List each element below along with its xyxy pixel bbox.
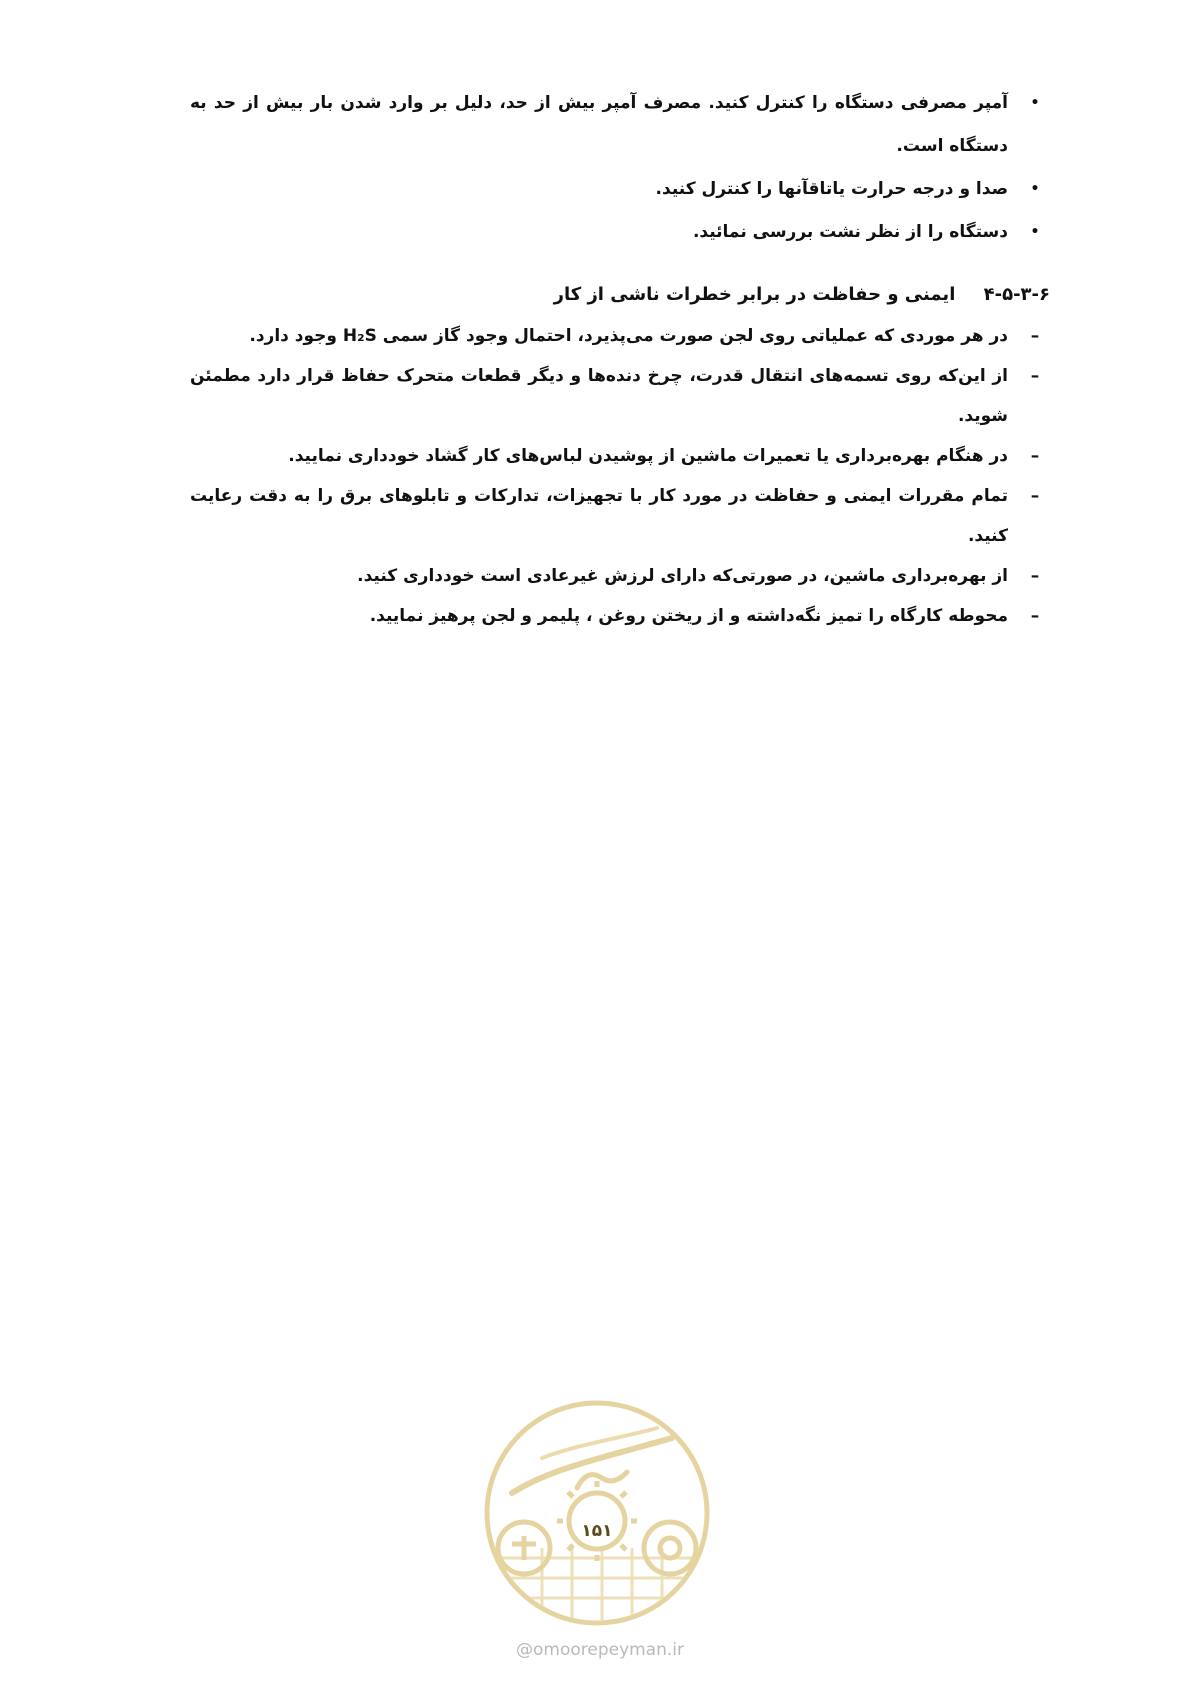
dash-marker: –: [1030, 326, 1040, 346]
section-heading: [190, 280, 1050, 310]
list-item-text: محوطه کارگاه را تمیز نگه‌داشته و از ریختن روغن ، پلیمر و لجن پرهیز نمایید.: [369, 606, 1008, 626]
dash-marker: –: [1030, 606, 1040, 626]
list-item: [190, 82, 1050, 168]
bullet-marker: •: [1030, 95, 1040, 111]
list-item: [190, 476, 1050, 556]
page-content: [190, 82, 1050, 636]
seal-watermark-icon: [482, 1398, 712, 1628]
list-item-text: از بهره‌برداری ماشین، در صورتی‌که دارای لرزش غیرعادی است خودداری کنید.: [357, 566, 1008, 586]
at-icon: @: [515, 1640, 533, 1660]
section-number: ۴-۵-۳-۶: [983, 284, 1050, 305]
dash-marker: –: [1030, 566, 1040, 586]
list-item: [190, 168, 1050, 211]
bullet-list: [190, 82, 1050, 254]
list-item: [190, 356, 1050, 436]
list-item: [190, 316, 1050, 356]
list-item: [190, 556, 1050, 596]
list-item-text: صدا و درجه حرارت یاتاقآنها را کنترل کنید.: [655, 179, 1008, 199]
page-number: ۱۵۱: [581, 1521, 613, 1541]
list-item: [190, 211, 1050, 254]
list-item-text: در هر موردی که عملیاتی روی لجن صورت می‌پذیرد، احتمال وجود گاز سمی H₂S وجود دارد.: [249, 326, 1008, 346]
list-item: [190, 436, 1050, 476]
list-item-text: تمام مقررات ایمنی و حفاظت در مورد کار با تجهیزات، تدارکات و تابلوهای برق را به دقت رعایت کنید.: [190, 486, 1008, 546]
dash-list: [190, 316, 1050, 636]
dash-marker: –: [1030, 446, 1040, 466]
dash-marker: –: [1030, 366, 1040, 386]
list-item: [190, 596, 1050, 636]
dash-marker: –: [1030, 486, 1040, 506]
list-item-text: در هنگام بهره‌برداری یا تعمیرات ماشین از پوشیدن لباس‌های کار گشاد خودداری نمایید.: [288, 446, 1008, 466]
list-item-text: از این‌که روی تسمه‌های انتقال قدرت، چرخ دنده‌ها و دیگر قطعات متحرک حفاظ قرار دارد مطمئن شوید.: [190, 366, 1008, 426]
watermark-url: @omoorepeyman.ir: [515, 1640, 685, 1660]
bullet-marker: •: [1030, 181, 1040, 197]
list-item-text: آمپر مصرفی دستگاه را کنترل کنید. مصرف آمپر بیش از حد، دلیل بر وارد شدن بار بیش از حد به دستگاه است.: [190, 93, 1008, 156]
list-item-text: دستگاه را از نظر نشت بررسی نمائید.: [692, 222, 1008, 242]
section-title: ایمنی و حفاظت در برابر خطرات ناشی از کار: [553, 284, 956, 305]
bullet-marker: •: [1030, 224, 1040, 240]
